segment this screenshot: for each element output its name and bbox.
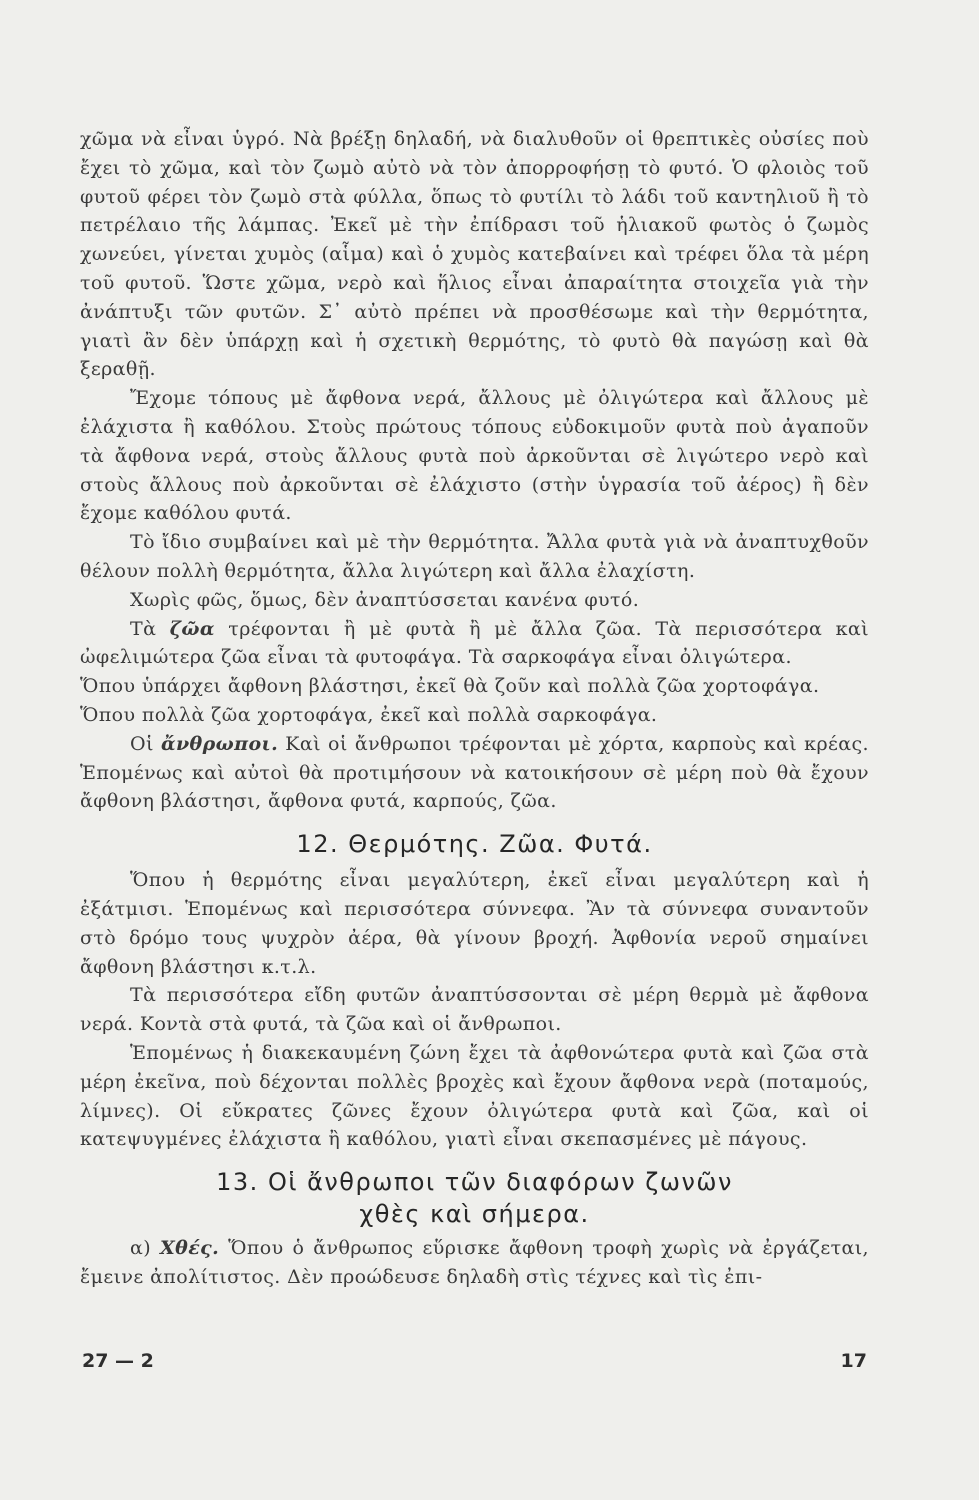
animals-term: ζῶα [169,617,215,640]
section-13-heading [80,1166,869,1230]
paragraph-vegetation: Ὅπου ὑπάρχει ἄφθονη βλάστησι, ἐκεῖ θὰ ζοῦν καὶ πολλὰ ζῶα χορτοφάγα. [80,675,820,698]
section-13-heading-line1: 13. Οἱ ἄνθρωποι τῶν διαφόρων ζωνῶν [216,1168,733,1197]
section-12-paragraph-evaporation: Ὅπου ἡ θερμότης εἶναι μεγαλύτερη, ἐκεῖ εἶναι μεγαλύτερη καὶ ἡ ἐξάτμισι. Ἑπομένως καὶ περισσότερα σύννεφα. Ἂν τὰ σύννεφα συναντοῦν στὸ δρόμο τους ψυχρὸν ἀέρα, θὰ γίνουν βροχή. Ἀφθονία νεροῦ σημαίνει ἄφθονη βλάστησι κ.τ.λ. [80,869,869,978]
paragraph-light: Χωρὶς φῶς, ὅμως, δὲν ἀναπτύσσεται κανένα φυτό. [130,588,640,611]
printer-signature: 27 — 2 [82,1350,154,1372]
section-13-term: Χθές. [160,1237,220,1260]
humans-pre: Οἱ [130,732,161,755]
paragraph-places-water: Ἔχομε τόπους μὲ ἄφθονα νερά, ἄλλους μὲ ὀλιγώτερα καὶ ἄλλους μὲ ἐλάχιστα ἢ καθόλου. Στοὺς πρώτους τόπους εὐδοκιμοῦν φυτὰ ποὺ ἀγαποῦν τὰ ἄφθονα νερά, στοὺς ἄλλους φυτὰ ποὺ ἀρκοῦνται σὲ λιγώτερο νερὸ καὶ στοὺς ἄλλους ποὺ ἀρκοῦνται σὲ ἐλάχιστο (στὴν ὑγρασία τοῦ ἀέρος) ἢ δὲν ἔχομε καθόλου φυτά. [80,387,869,525]
animals-text: τρέφονται ἢ μὲ φυτὰ ἢ μὲ ἄλλα ζῶα. Τὰ περισσότερα καὶ ὠφελιμώτερα ζῶα εἶναι τὰ φυτοφάγα. Τὰ σαρκοφάγα εἶναι ὀλιγώτερα. [80,617,869,669]
section-13-text: Ὅπου ὁ ἄνθρωπος εὕρισκε ἄφθονη τροφὴ χωρὶς νὰ ἐργάζεται, ἔμεινε ἀπολίτιστος. Δὲν προώδευσε δηλαδὴ στὶς τέχνες καὶ τὶς ἐπι- [80,1237,869,1288]
section-13-paragraph-yesterday [80,1234,869,1292]
section-13-heading-line2: χθὲς καὶ σήμερα. [359,1200,590,1229]
paragraph-humans [80,730,869,816]
section-12-heading: 12. Θερμότης. Ζῶα. Φυτά. [296,830,653,859]
animals-pre: Τὰ [130,617,170,640]
paragraph-animals [80,615,869,673]
section-12-paragraph-zones: Ἑπομένως ἡ διακεκαυμένη ζώνη ἔχει τὰ ἀφθονώτερα φυτὰ καὶ ζῶα στὰ μέρη ἐκεῖνα, ποὺ δέχονται πολλὲς βροχὲς καὶ ἔχουν ἄφθονα νερὰ (ποταμούς, λίμνες). Οἱ εὔκρατες ζῶνες ἔχουν ὀλιγώτερα φυτὰ καὶ ζῶα, καὶ οἱ κατεψυγμένες ἐλάχιστα ἢ καθόλου, γιατὶ εἶναι σκεπασμένες μὲ πάγους. [80,1041,869,1151]
humans-term: ἄνθρωποι. [160,732,279,755]
page-number: 17 [840,1350,867,1372]
humans-text: Καὶ οἱ ἄνθρωποι τρέφονται μὲ χόρτα, καρποὺς καὶ κρέας. Ἑπομένως καὶ αὐτοὶ θὰ προτιμήσουν νὰ κατοικήσουν σὲ μέρη ποὺ θὰ ἔχουν ἄφθονη βλάστησι, ἄφθονα φυτά, καρπούς, ζῶα. [80,732,869,813]
paragraph-herbivores: Ὅπου πολλὰ ζῶα χορτοφάγα, ἐκεῖ καὶ πολλὰ σαρκοφάγα. [80,703,658,726]
section-13-label: α) [130,1237,161,1260]
paragraph-heat: Τὸ ἴδιο συμβαίνει καὶ μὲ τὴν θερμότητα. Ἄλλα φυτὰ γιὰ νὰ ἀναπτυχθοῦν θέλουν πολλὴ θερμότητα, ἄλλα λιγώτερη καὶ ἄλλα ἐλαχίστη. [80,531,869,582]
section-12-paragraph-species: Τὰ περισσότερα εἴδη φυτῶν ἀναπτύσσονται σὲ μέρη θερμὰ μὲ ἄφθονα νερά. Κοντὰ στὰ φυτά, τὰ ζῶα καὶ οἱ ἄνθρωποι. [80,984,869,1036]
paragraph-water-soil: χῶμα νὰ εἶναι ὑγρό. Νὰ βρέξῃ δηλαδή, νὰ διαλυθοῦν οἱ θρεπτικὲς οὐσίες ποὺ ἔχει τὸ χῶμα, καὶ τὸν ζωμὸ αὐτὸ νὰ τὸν ἀπορροφήσῃ τὸ φυτό. Ὁ φλοιὸς τοῦ φυτοῦ φέρει τὸν ζωμὸ στὰ φύλλα, ὅπως τὸ φυτίλι τὸ λάδι τοῦ καντηλιοῦ ἢ τὸ πετρέλαιο τῆς λάμπας. Ἐκεῖ μὲ τὴν ἐπίδρασι τοῦ ἡλιακοῦ φωτὸς ὁ ζωμὸς χωνεύει, γίνεται χυμὸς (αἷμα) καὶ ὁ χυμὸς κατεβαίνει καὶ τρέφει ὅλα τὰ μέρη τοῦ φυτοῦ. Ὥστε χῶμα, νερὸ καὶ ἥλιος εἶναι ἀπαραίτητα στοιχεῖα γιὰ τὴν ἀνάπτυξι τῶν φυτῶν. Σ᾿ αὐτὸ πρέπει νὰ προσθέσωμε καὶ τὴν θερμότητα, γιατὶ ἂν δὲν ὑπάρχῃ καὶ ἡ σχετικὴ θερμότης, τὸ φυτὸ θὰ παγώσῃ καὶ θὰ ξεραθῇ. [80,128,869,381]
